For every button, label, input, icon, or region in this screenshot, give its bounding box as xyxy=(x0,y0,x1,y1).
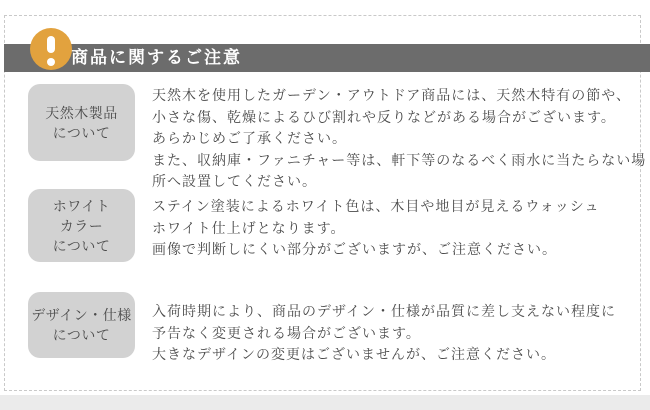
notice-header-bar xyxy=(4,44,650,72)
exclamation-dot xyxy=(47,58,55,66)
body-line: 所へ設置してください。 xyxy=(152,173,317,189)
body-line: 小さな傷、乾燥によるひび割れや反りなどがある場合がございます。 xyxy=(152,108,616,125)
label-line: について xyxy=(52,327,111,343)
body-line: ステイン塗装によるホワイト色は、木目や地目が見えるウォッシュ xyxy=(152,198,600,214)
section-label-natural-wood xyxy=(28,84,135,161)
label-line: デザイン・仕様 xyxy=(31,307,132,323)
body-line: 予告なく変更される場合がございます。 xyxy=(152,324,421,341)
label-line: について xyxy=(52,124,111,141)
section-label-design-spec xyxy=(28,292,135,358)
body-line: また、収納庫・ファニチャー等は、軒下等のなるべく雨水に当たらない場 xyxy=(152,151,647,168)
body-line: 大きなデザインの変更はございませんが、ご注意ください。 xyxy=(152,346,557,362)
section-body-natural-wood xyxy=(152,85,647,193)
label-line: カラー xyxy=(59,217,104,234)
label-line: について xyxy=(52,237,111,254)
notice-title: 商品に関するご注意 xyxy=(71,48,242,67)
section-body-white-color xyxy=(152,196,644,261)
label-line: ホワイト xyxy=(52,197,111,214)
section-label-white-color xyxy=(28,189,135,262)
exclamation-icon xyxy=(30,28,72,70)
body-line: あらかじめご了承ください。 xyxy=(152,130,347,146)
body-line: ホワイト仕上げとなります。 xyxy=(152,219,346,236)
label-line: 天然木製品 xyxy=(45,104,118,121)
body-line: 画像で判断しにくい部分がございますが、ご注意ください。 xyxy=(152,241,557,257)
bottom-background-band xyxy=(0,395,650,410)
section-body-design-spec xyxy=(152,301,644,366)
body-line: 入荷時期により、商品のデザイン・仕様が品質に差し支えない程度に xyxy=(152,303,617,319)
body-line: 天然木を使用したガーデン・アウトドア商品には、天然木特有の節や、 xyxy=(152,87,632,103)
exclamation-bar xyxy=(47,36,55,53)
